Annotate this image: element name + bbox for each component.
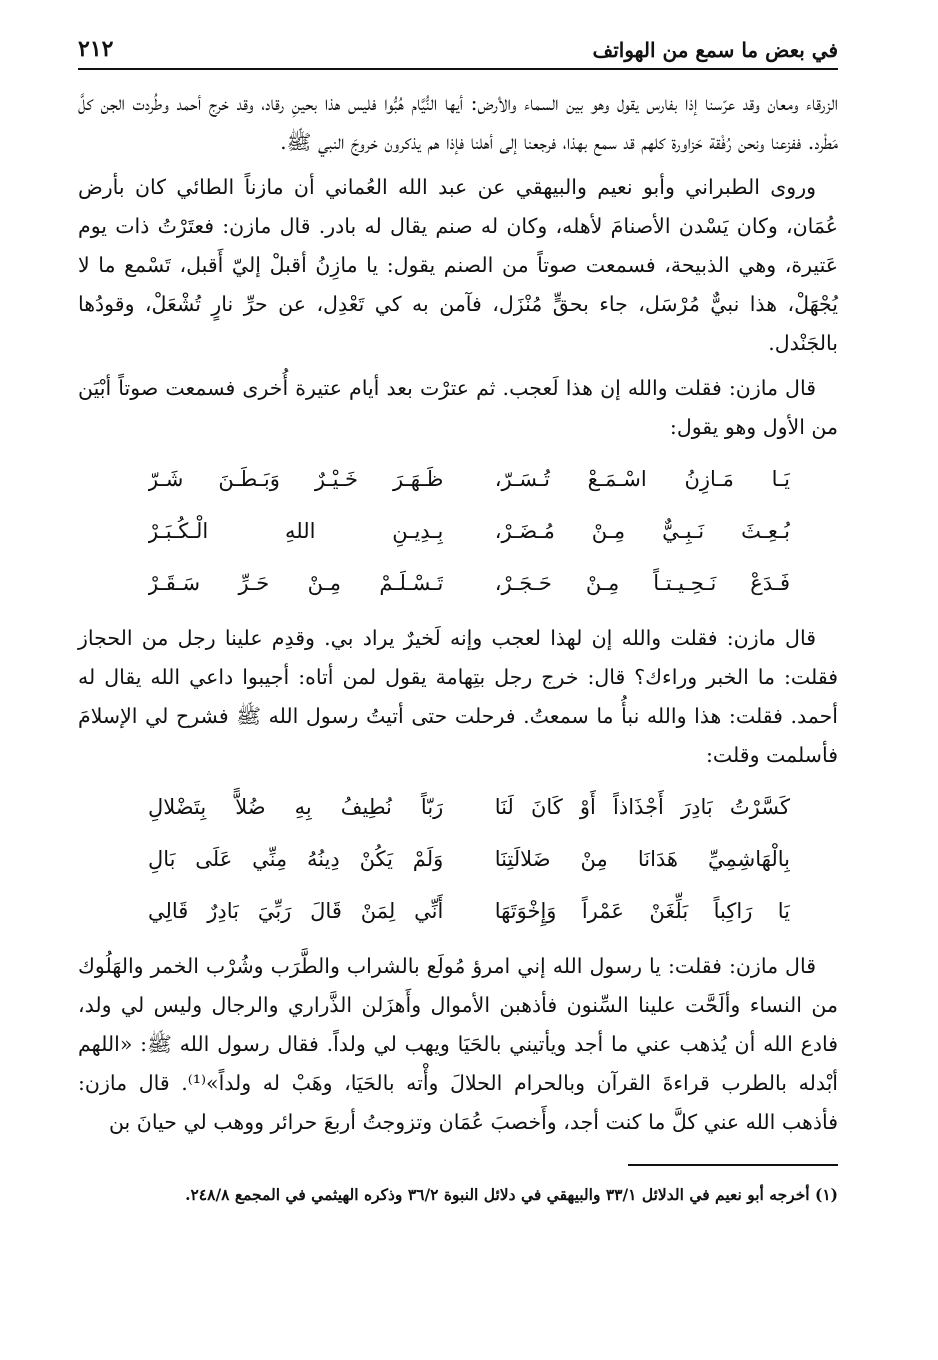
poem-verse (148, 505, 790, 557)
page-number: ٢١٢ (78, 36, 114, 62)
footnote-divider (628, 1164, 838, 1166)
verse-second-half: ظَـهَـرَ خَـيْـرٌ وَبَـطَـنَ شَـرّ (148, 467, 444, 491)
verse-first-half: يَا رَاكِباً بَلِّغَنْ عَمْراً وَإِخْوَتَهَا (494, 899, 790, 923)
poem-verse (148, 833, 790, 885)
poem-block (78, 781, 838, 937)
section-title: في بعض ما سمع من الهواتف (592, 38, 838, 62)
main-text (78, 84, 838, 1142)
verse-first-half: بِالْهَاشِمِيِّ هَدَانَا مِنْ ضَلالَتِنَا (494, 847, 790, 871)
poem-verse (148, 453, 790, 505)
verse-second-half: أَنِّي لِمَنْ قَالَ رَبِّيَ بَادِرٌ قَالِي (148, 899, 444, 923)
verse-second-half: بِـدِيـنِ اللهِ الْـكُـبَـرْ (148, 519, 444, 543)
footnote: (١) أخرجه أبو نعيم في الدلائل ٣٣/١ والبيهقي في دلائل النبوة ٣٦/٢ وذكره الهيثمي في المجمع ٢٤٨/٨. (185, 1184, 838, 1204)
book-page (78, 36, 838, 1223)
paragraph: قال مازن: فقلت والله إن هذا لَعجب. ثم عترْت بعد أيام عتيرة أُخرى فسمعت صوتاً أبْيَن من الأول وهو يقول: (78, 376, 838, 439)
poem-verse (148, 557, 790, 609)
paragraph: قال مازن: فقلت: يا رسول الله إني امرؤ مُولَع بالشراب والطَّرَب وشُرْب الخمر والهَلُوك من النساء وألَحَّت علينا السِّنون فأذهبن الأموال وأَهزَلن الذَّراري والرجال وليس لي ولد، فادع الله أن يُذهب عني ما أجد ويأتيني بالحَيَا ويهب لي ولداً. فقال رسول الله ﷺ: «اللهم أبْدله بالطرب قراءةَ القرآن وبالحرام الحلالَ وأْته بالحَيَا، وهَبْ له ولداً»⁽¹⁾. قال مازن: فأذهب الله عني كلَّ ما كنت أجد، وأَخصبَ عُمَان وتزوجتُ أربعَ حرائر ووهب لي حيانَ بن (78, 954, 838, 1134)
verse-second-half: رَبّاً نُطِيفُ بِهِ ضُلاًّ بِتَضْلالِ (148, 795, 444, 819)
verse-second-half: وَلَمْ يَكُنْ دِينُهُ مِنِّي عَلَى بَالِ (148, 847, 444, 871)
poem-verse (148, 885, 790, 937)
verse-first-half: فَـدَعْ نَـحِـيـتـاً مِـنْ حَـجَـرْ، (494, 571, 790, 595)
verse-first-half: بُـعِـثَ نَـبِـيٌّ مِـنْ مُـضَـرْ، (494, 519, 790, 543)
paragraph: وروى الطبراني وأبو نعيم والبيهقي عن عبد الله العُماني أن مازناً الطائي كان بأرض عُمَان، وكان يَسْدن الأصنامَ لأهله، وكان له صنم يقال له بادر. قال مازن: فعتَرْتُ ذات يوم عَتيرة، وهي الذبيحة، فسمعت صوتاً من الصنم يقول: يا مازِنُ أقبلْ إليّ أَقبل، تَسْمع ما لا يُجْهَلْ، هذا نبيٌّ مُرْسَل، جاء بحقٍّ مُنْزَل، فآمن به كي تَعْدِل، عن حرِّ نارٍ تُشْعَلْ، وقودُها بالجَنْدل. (78, 175, 838, 355)
paragraph: الزرقاء ومعان وقد عرّسنا إذا بفارس يقول وهو بين السماء والأرض: أيها النُّيَّام هُبُّوا فليس هذا بحينِ رقاد، وقد خرج أحمد وطُردت الجن كلَّ مَطْرد. ففزعنا ونحن رُفْقة حَزاورة كلهم قد سمع بهذا، فرجعنا إلى أهلنا فإذا هم يذكرون خروجَ النبي ﷺ. (78, 91, 838, 154)
poem-verse (148, 781, 790, 833)
paragraph: قال مازن: فقلت والله إن لهذا لعجب وإنه لَخيرٌ يراد بي. وقدِم علينا رجل من الحجاز فقلت: ما الخبر وراءك؟ قال: خرج رجل بتِهامة يقول لمن أتاه: أجيبوا داعي الله يقال له أحمد. فقلت: هذا والله نبأُ ما سمعتُ. فرحلت حتى أتيتُ رسول الله ﷺ فشرح لي الإسلامَ فأسلمت وقلت: (78, 626, 838, 767)
verse-first-half: يَـا مَـازِنُ اسْـمَـعْ تُـسَـرّ، (494, 467, 790, 491)
poem-block (78, 453, 838, 609)
running-header (78, 36, 838, 70)
verse-first-half: كَسَّرْتُ بَادِرَ أَجْذَاذاً أَوْ كَانَ لَنَا (494, 795, 790, 819)
verse-second-half: تَـسْـلَـمْ مِـنْ حَـرِّ سَـقَـرْ (148, 571, 444, 595)
